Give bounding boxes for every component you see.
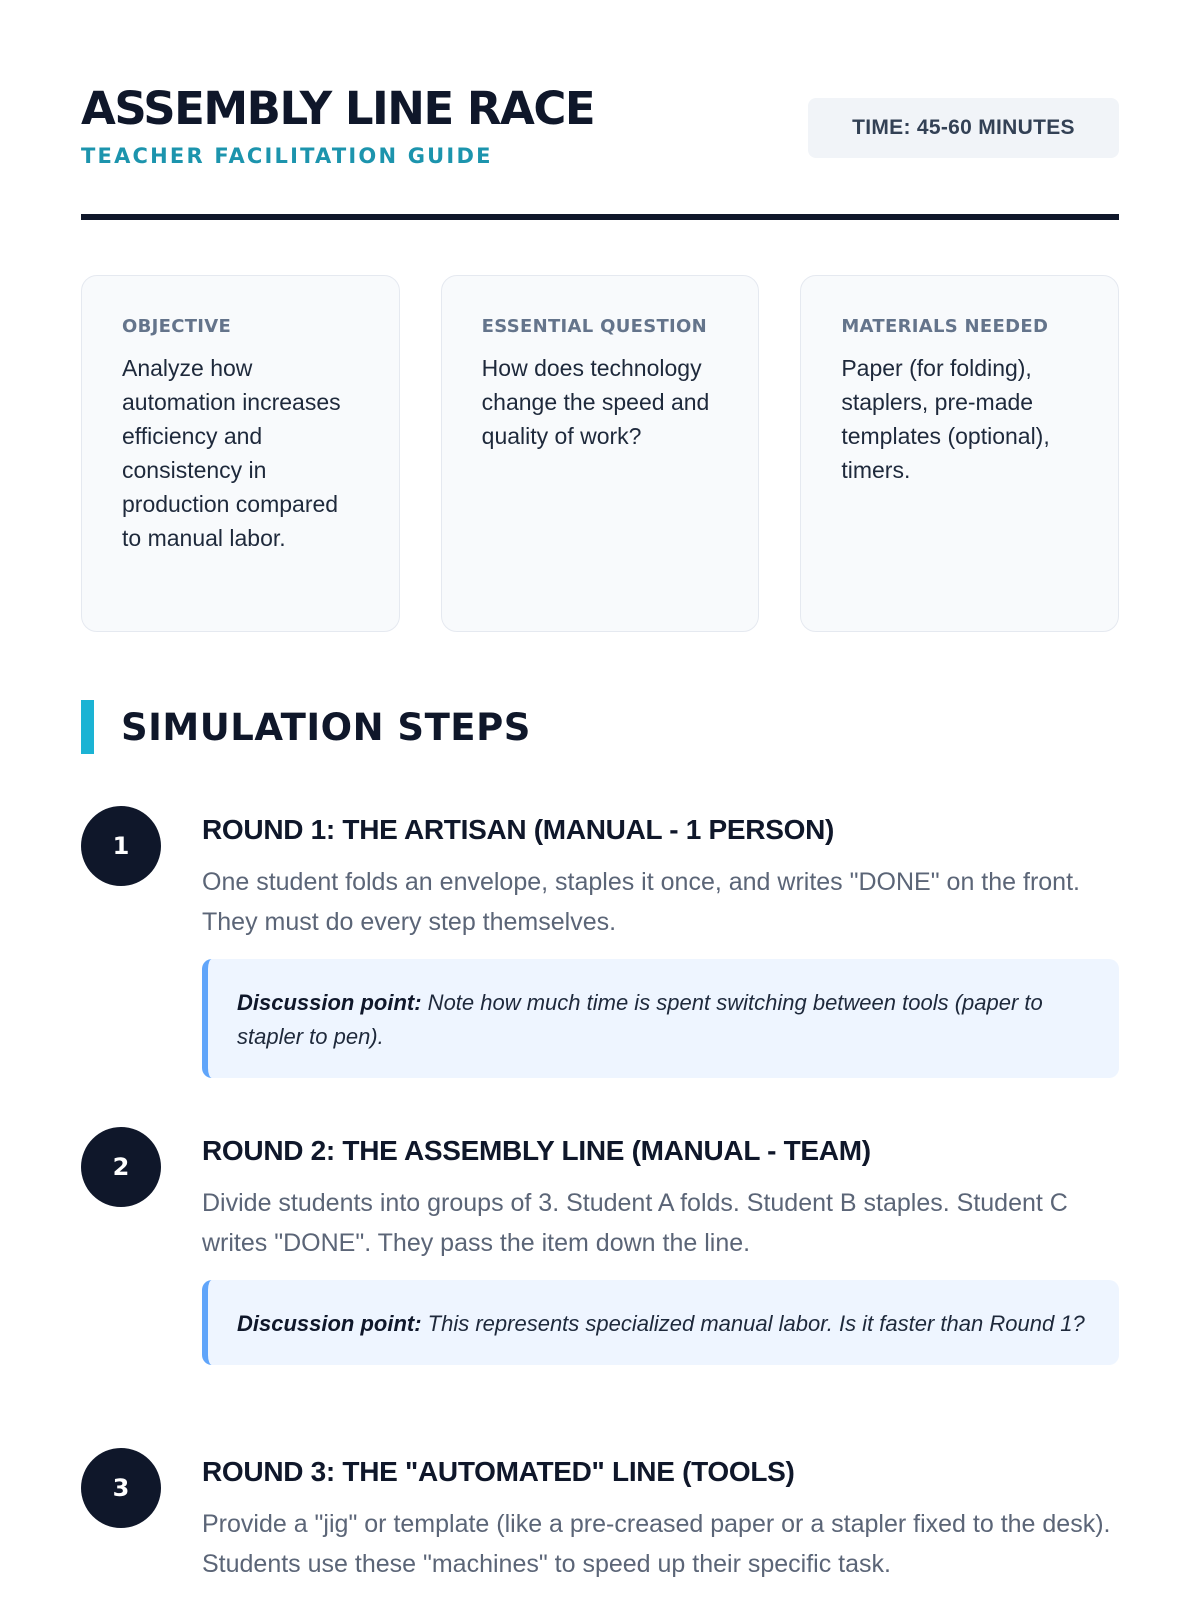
card-text: Paper (for folding), staplers, pre-made templates (optional), timers. xyxy=(841,355,1050,483)
card-text: Analyze how automation increases efficiency and consistency in production compared to manual labor. xyxy=(122,355,341,551)
discussion-callout xyxy=(202,1280,1119,1365)
section-title: SIMULATION STEPS xyxy=(121,705,531,749)
objective-card xyxy=(81,275,400,632)
time-badge: TIME: 45-60 MINUTES xyxy=(808,98,1119,158)
step-number-badge: 1 xyxy=(81,806,161,886)
step-description: Divide students into groups of 3. Student A folds. Student B staples. Student C writes "DONE". They pass the item down the line. xyxy=(202,1189,1068,1257)
step-number-badge: 2 xyxy=(81,1127,161,1207)
discussion-lead: Discussion point: xyxy=(237,1311,422,1336)
page-subtitle: TEACHER FACILITATION GUIDE xyxy=(81,144,493,168)
step-title: ROUND 2: THE ASSEMBLY LINE (MANUAL - TEAM) xyxy=(202,1135,871,1166)
card-label: ESSENTIAL QUESTION xyxy=(481,316,708,337)
simulation-steps-heading xyxy=(81,700,531,754)
step-description: One student folds an envelope, staples it once, and writes "DONE" on the front. They must do every step themselves. xyxy=(202,868,1080,936)
discussion-lead: Discussion point: xyxy=(237,990,422,1015)
step-body xyxy=(202,1448,1119,1584)
header-divider xyxy=(81,214,1119,220)
step-title: ROUND 3: THE "AUTOMATED" LINE (TOOLS) xyxy=(202,1456,795,1487)
card-label: MATERIALS NEEDED xyxy=(841,316,1049,337)
essential-question-card xyxy=(441,275,760,632)
step-body xyxy=(202,1127,1119,1365)
card-text: How does technology change the speed and quality of work? xyxy=(481,355,710,449)
discussion-text: This represents specialized manual labor. Is it faster than Round 1? xyxy=(421,1311,1085,1336)
step-number-badge: 3 xyxy=(81,1448,161,1528)
section-accent-bar xyxy=(81,700,94,754)
info-cards xyxy=(81,275,1119,632)
discussion-text: Note how much time is spent switching between tools (paper to stapler to pen). xyxy=(237,990,1043,1049)
materials-card xyxy=(800,275,1119,632)
step-body xyxy=(202,806,1119,1078)
guide-header xyxy=(81,0,1119,220)
page-title: ASSEMBLY LINE RACE xyxy=(81,82,595,135)
discussion-callout xyxy=(202,959,1119,1078)
step-title: ROUND 1: THE ARTISAN (MANUAL - 1 PERSON) xyxy=(202,814,835,845)
step-description: Provide a "jig" or template (like a pre-creased paper or a stapler fixed to the desk). Students use these "machines" to speed up their specific task. xyxy=(202,1510,1111,1578)
card-label: OBJECTIVE xyxy=(122,316,232,337)
